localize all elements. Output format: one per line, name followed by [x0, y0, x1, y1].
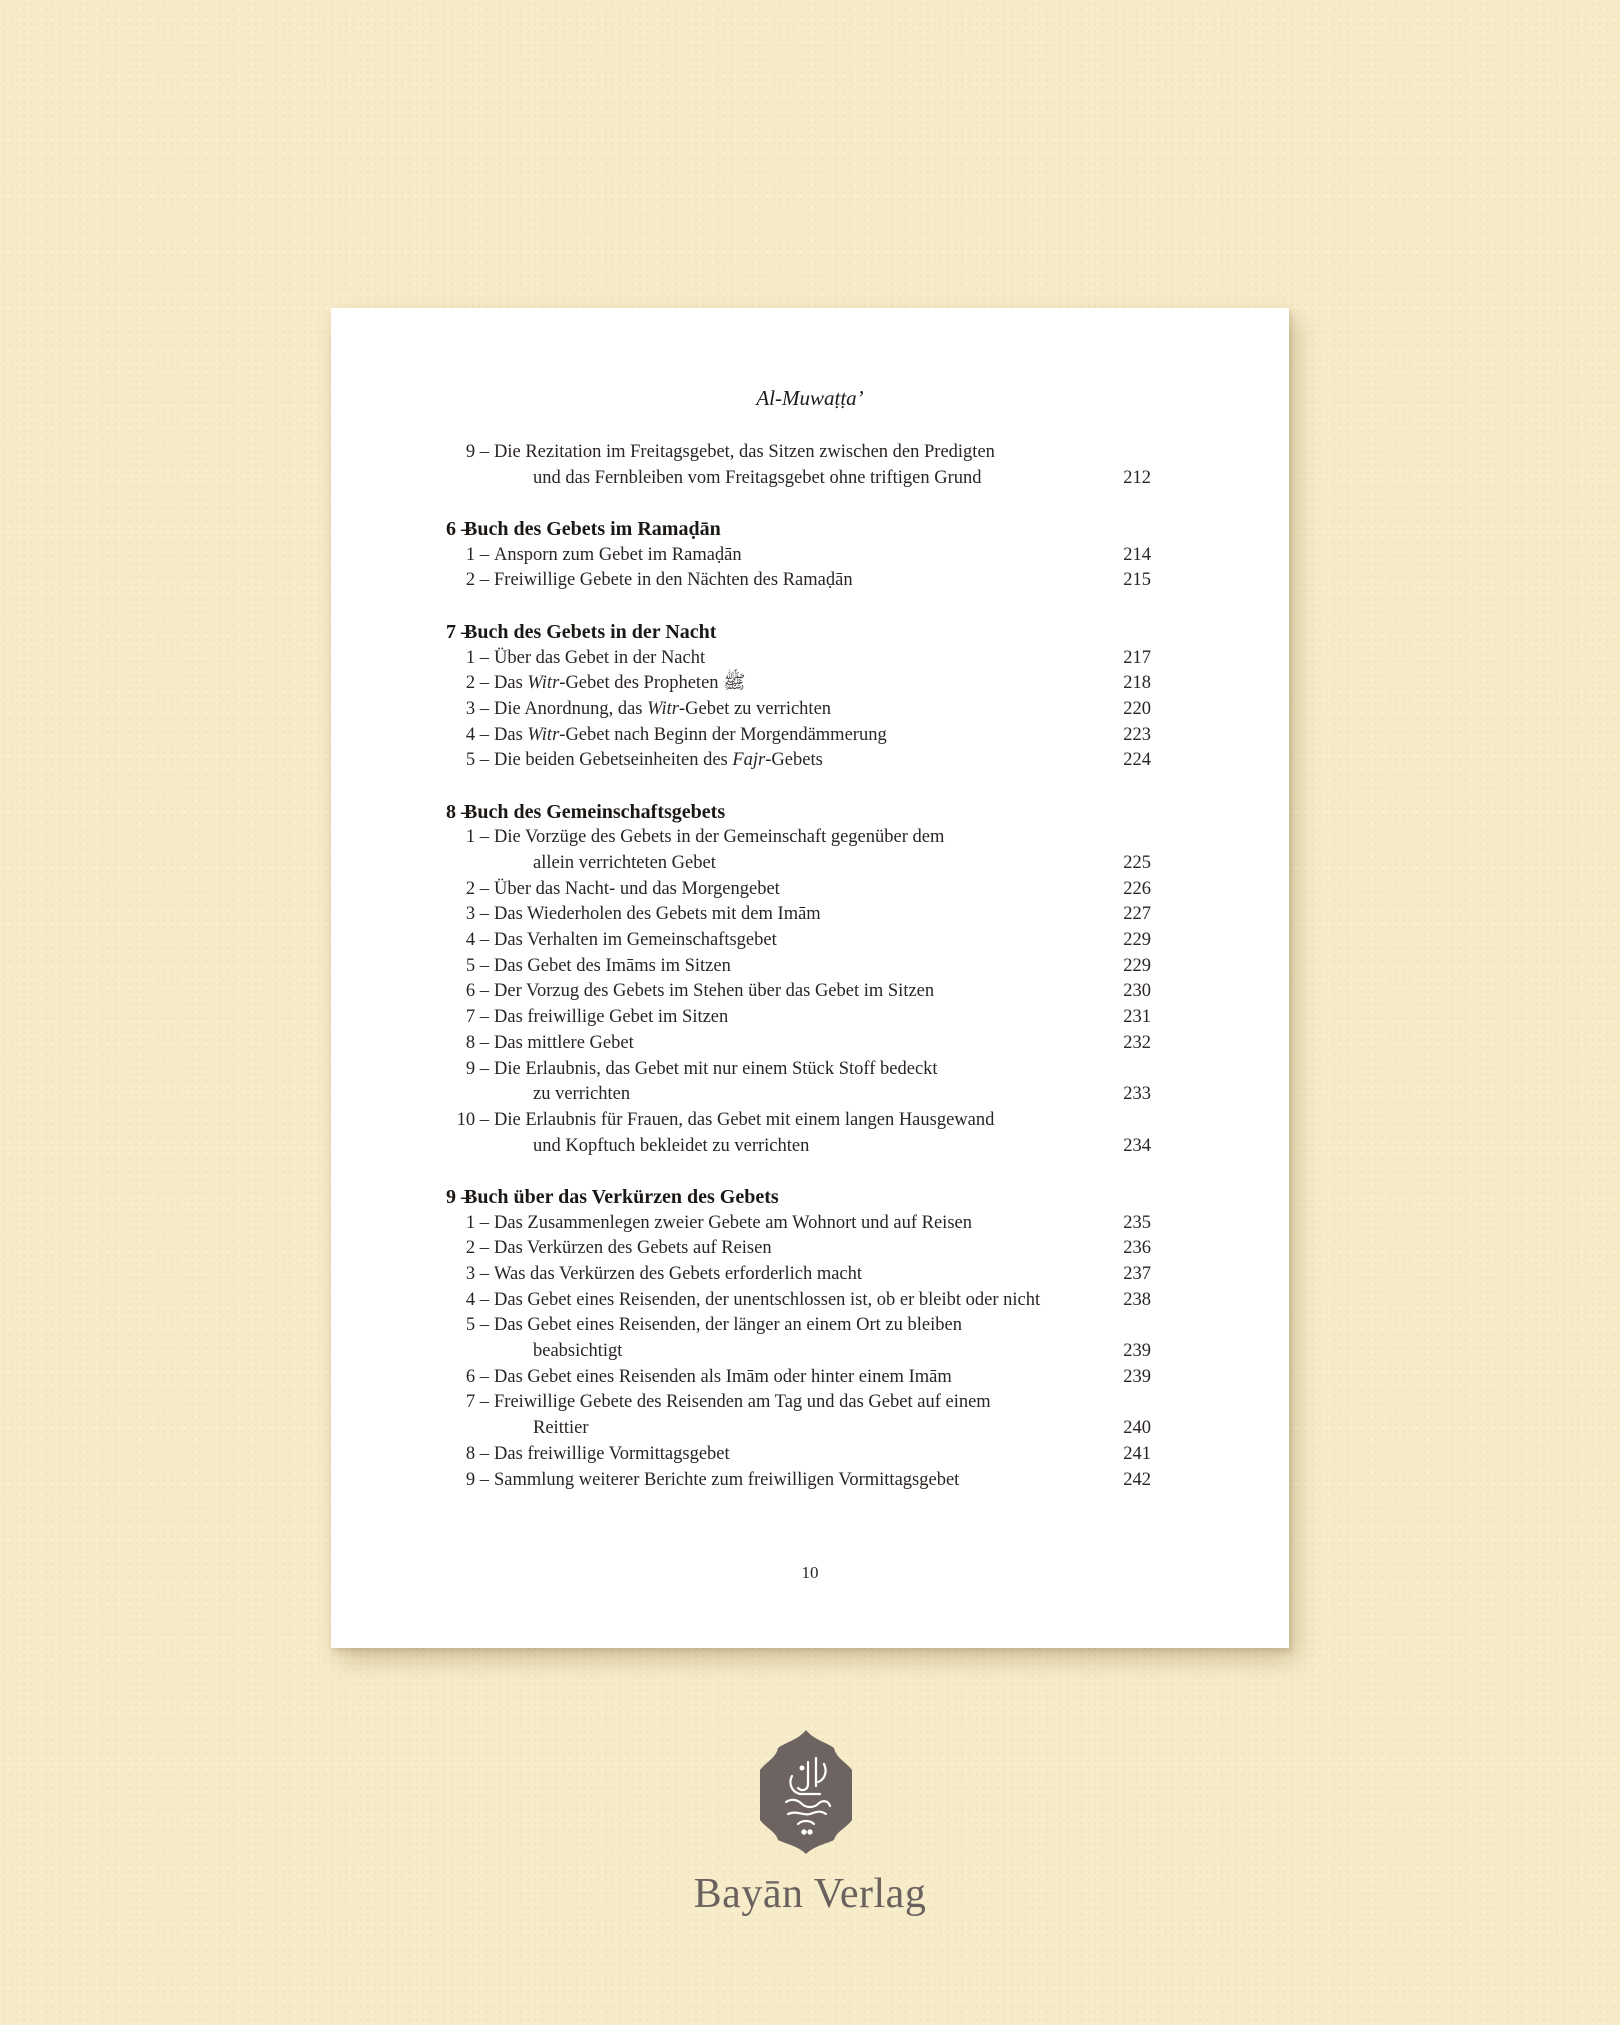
toc-entry[interactable] [446, 543, 1151, 569]
entry-number: 5 – [465, 955, 489, 976]
entry-number: 3 – [465, 1264, 489, 1284]
toc-entry[interactable] [446, 1468, 1151, 1494]
toc-book-heading[interactable] [446, 800, 1151, 826]
toc-entry[interactable] [446, 979, 1151, 1005]
entry-title: Freiwillige Gebete in den Nächten des Ramaḍān [494, 570, 853, 591]
toc-entry[interactable] [446, 568, 1151, 594]
entry-number: 9 – [465, 1058, 489, 1079]
toc-entry[interactable] [446, 1262, 1151, 1288]
entry-title: Die beiden Gebetseinheiten des Fajr-Gebets [494, 750, 823, 771]
entry-title: Über das Nacht- und das Morgengebet [494, 878, 780, 899]
entry-title: beabsichtigt [533, 1341, 623, 1362]
book-number: 7 – [446, 620, 471, 643]
toc-entry[interactable] [446, 697, 1151, 723]
toc-book-heading[interactable] [446, 517, 1151, 543]
entry-title: Das freiwillige Gebet im Sitzen [494, 1007, 729, 1028]
entry-title: Das Gebet eines Reisenden, der länger an einem Ort zu bleiben [494, 1315, 962, 1336]
toc-entry-continuation[interactable] [446, 1134, 1151, 1160]
entry-title: Der Vorzug des Gebets im Stehen über das Gebet im Sitzen [494, 981, 935, 1002]
entry-page-number: 229 [1123, 930, 1151, 951]
entry-title: Das Witr-Gebet nach Beginn der Morgendämmerung [494, 724, 887, 745]
entry-title: Was das Verkürzen des Gebets erforderlich macht [494, 1264, 863, 1284]
entry-number: 5 – [465, 1315, 489, 1336]
entry-page-number: 215 [1123, 570, 1151, 591]
entry-page-number: 235 [1123, 1212, 1151, 1233]
entry-number: 2 – [465, 570, 489, 591]
toc-entry[interactable] [446, 928, 1151, 954]
toc-book-heading[interactable] [446, 620, 1151, 646]
entry-page-number: 234 [1123, 1135, 1151, 1156]
entry-page-number: 214 [1123, 544, 1151, 565]
entry-page-number: 238 [1123, 1289, 1151, 1310]
toc-entry[interactable] [446, 671, 1151, 697]
entry-title: Über das Gebet in der Nacht [494, 647, 706, 668]
entry-page-number: 212 [1123, 467, 1151, 488]
entry-title: Die Vorzüge des Gebets in der Gemeinschaft gegenüber dem [494, 827, 945, 848]
entry-number: 8 – [465, 1443, 489, 1464]
toc-entry[interactable] [446, 1365, 1151, 1391]
toc-entry-continuation[interactable] [446, 1416, 1151, 1442]
entry-title: Das mittlere Gebet [494, 1032, 634, 1053]
book-title: Buch des Gebets in der Nacht [464, 620, 717, 643]
toc-entry[interactable] [446, 748, 1151, 774]
entry-title: Das Wiederholen des Gebets mit dem Imām [494, 904, 821, 925]
entry-number: 1 – [465, 827, 489, 848]
entry-page-number: 224 [1123, 750, 1151, 771]
book-number: 8 – [446, 800, 471, 823]
entry-title: Freiwillige Gebete des Reisenden am Tag und das Gebet auf einem [494, 1392, 991, 1413]
entry-number: 1 – [465, 647, 489, 668]
entry-number: 5 – [465, 750, 489, 771]
entry-number: 9 – [465, 442, 489, 462]
entry-page-number: 231 [1123, 1007, 1151, 1028]
entry-number: 1 – [465, 1212, 489, 1233]
toc-entry[interactable] [446, 1031, 1151, 1057]
entry-page-number: 236 [1123, 1238, 1151, 1259]
entry-page-number: 230 [1123, 981, 1151, 1002]
toc-entry-continuation[interactable] [446, 1339, 1151, 1365]
entry-number: 4 – [465, 1289, 489, 1310]
toc-entry[interactable] [446, 1108, 1151, 1134]
toc-entry[interactable] [446, 1236, 1151, 1262]
entry-title: Sammlung weiterer Berichte zum freiwilligen Vormittagsgebet [494, 1469, 960, 1490]
toc-entry[interactable] [446, 1288, 1151, 1314]
book-title: Buch des Gebets im Ramaḍān [464, 518, 721, 541]
entry-number: 2 – [465, 673, 489, 694]
entry-title: allein verrichteten Gebet [533, 853, 716, 873]
entry-title: Die Erlaubnis für Frauen, das Gebet mit einem langen Hausgewand [494, 1109, 995, 1130]
toc-entry[interactable] [446, 954, 1151, 980]
toc-entry[interactable] [446, 1313, 1151, 1339]
table-of-contents [446, 440, 1151, 1493]
toc-entry-continuation[interactable] [446, 1082, 1151, 1108]
entry-title: Die Anordnung, das Witr-Gebet zu verrichten [494, 698, 832, 719]
entry-page-number: 241 [1123, 1443, 1151, 1464]
entry-title: und Kopftuch bekleidet zu verrichten [533, 1135, 810, 1156]
entry-page-number: 225 [1123, 853, 1151, 873]
entry-title: Die Erlaubnis, das Gebet mit nur einem Stück Stoff bedeckt [494, 1058, 938, 1079]
entry-title: Reittier [533, 1418, 589, 1439]
entry-number: 4 – [465, 930, 489, 951]
section-gap [446, 594, 1151, 620]
publisher-logo-icon [758, 1728, 854, 1856]
entry-title: Das Verkürzen des Gebets auf Reisen [494, 1238, 772, 1259]
section-gap [446, 491, 1151, 517]
section-gap [446, 1159, 1151, 1185]
toc-entry[interactable] [446, 646, 1151, 672]
entry-page-number: 242 [1123, 1469, 1151, 1490]
entry-title: Das freiwillige Vormittagsgebet [494, 1443, 730, 1464]
entry-number: 3 – [465, 904, 489, 925]
entry-title: Die Rezitation im Freitagsgebet, das Sitzen zwischen den Predigten [494, 442, 995, 462]
toc-entry[interactable] [446, 877, 1151, 903]
entry-title: Das Gebet des Imāms im Sitzen [494, 955, 731, 976]
entry-number: 9 – [465, 1469, 489, 1490]
entry-title: Das Witr-Gebet des Propheten ﷺ [494, 673, 746, 694]
section-gap [446, 774, 1151, 800]
book-title: Buch über das Verkürzen des Gebets [464, 1185, 779, 1208]
entry-number: 4 – [465, 724, 489, 745]
entry-title: zu verrichten [533, 1084, 631, 1105]
entry-page-number: 239 [1123, 1366, 1151, 1387]
entry-title: und das Fernbleiben vom Freitagsgebet ohne triftigen Grund [533, 467, 982, 488]
book-number: 6 – [446, 518, 471, 541]
entry-number: 8 – [465, 1032, 489, 1053]
entry-number: 2 – [465, 878, 489, 899]
entry-number: 1 – [465, 544, 489, 565]
toc-entry[interactable] [446, 723, 1151, 749]
entry-number: 6 – [465, 1366, 489, 1387]
toc-entry[interactable] [446, 440, 1151, 466]
entry-page-number: 237 [1123, 1264, 1151, 1284]
entry-number: 6 – [465, 981, 489, 1002]
toc-entry[interactable] [446, 902, 1151, 928]
entry-page-number: 227 [1123, 904, 1151, 925]
entry-title: Das Gebet eines Reisenden als Imām oder hinter einem Imām [494, 1366, 952, 1387]
entry-page-number: 226 [1123, 878, 1151, 899]
book-number: 9 – [446, 1185, 471, 1208]
entry-number: 2 – [465, 1238, 489, 1259]
page-number: 10 [801, 1563, 819, 1582]
publisher-name: Bayān Verlag [693, 1871, 927, 1917]
entry-title: Ansporn zum Gebet im Ramaḍān [494, 544, 742, 565]
entry-page-number: 239 [1123, 1341, 1151, 1362]
toc-entry-continuation[interactable] [446, 466, 1151, 492]
toc-book-heading[interactable] [446, 1185, 1151, 1211]
entry-page-number: 218 [1123, 673, 1151, 694]
entry-title: Das Zusammenlegen zweier Gebete am Wohnort und auf Reisen [494, 1212, 972, 1233]
entry-number: 7 – [465, 1392, 489, 1413]
running-head: Al-Muwaṭṭa’ [756, 386, 864, 410]
entry-page-number: 220 [1123, 698, 1151, 719]
toc-entry[interactable] [446, 1211, 1151, 1237]
entry-title: Das Verhalten im Gemeinschaftsgebet [494, 930, 777, 951]
entry-page-number: 223 [1123, 724, 1151, 745]
entry-page-number: 232 [1123, 1032, 1151, 1053]
entry-page-number: 240 [1123, 1418, 1151, 1439]
toc-entry[interactable] [446, 1442, 1151, 1468]
entry-page-number: 233 [1123, 1084, 1151, 1105]
toc-entry[interactable] [446, 1057, 1151, 1083]
entry-page-number: 217 [1123, 647, 1151, 668]
book-page [331, 308, 1289, 1648]
entry-page-number: 229 [1123, 955, 1151, 976]
toc-entry[interactable] [446, 825, 1151, 851]
toc-entry[interactable] [446, 1005, 1151, 1031]
book-title: Buch des Gemeinschaftsgebets [464, 800, 726, 823]
toc-entry-continuation[interactable] [446, 851, 1151, 877]
entry-number: 3 – [465, 698, 489, 719]
toc-entry[interactable] [446, 1390, 1151, 1416]
entry-title: Das Gebet eines Reisenden, der unentschlossen ist, ob er bleibt oder nicht [494, 1289, 1041, 1310]
entry-number: 10 – [456, 1109, 489, 1130]
entry-number: 7 – [465, 1007, 489, 1028]
